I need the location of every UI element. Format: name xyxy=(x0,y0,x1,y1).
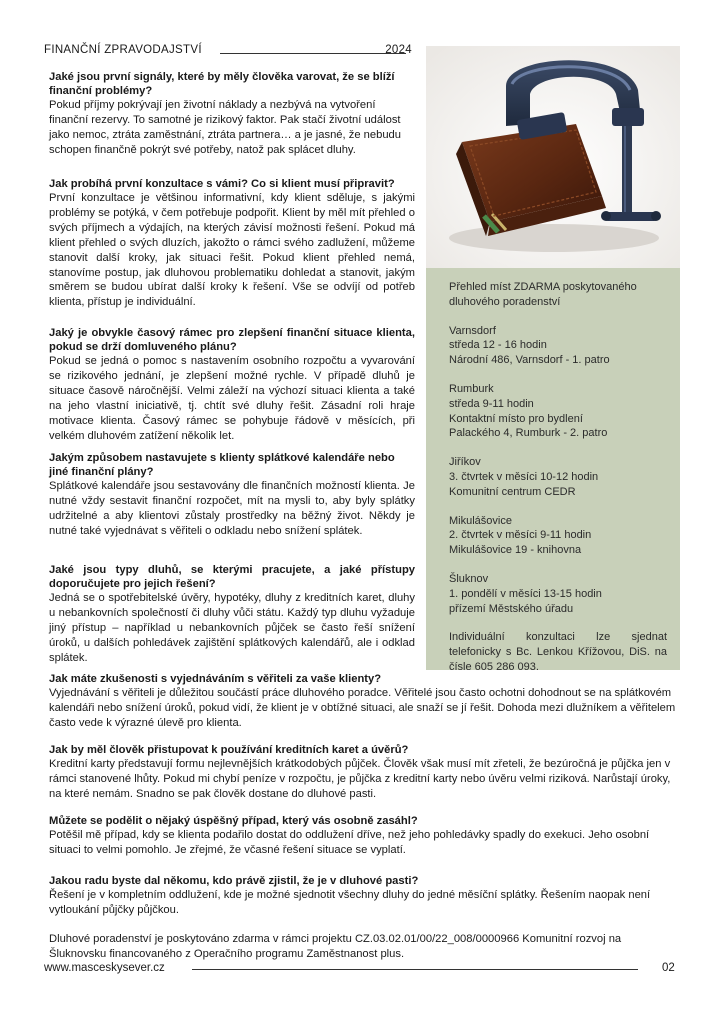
qa-block-2 xyxy=(49,177,415,310)
location-name: Varnsdorf xyxy=(449,324,496,337)
question: Můžete se podělit o nějaký úspěšný případ, který vás osobně zasáhl? xyxy=(49,815,418,827)
answer: Potěšil mě případ, kdy se klienta podařilo dostat do oddlužení dříve, než jeho pohledávky spadly do exekuci. Jeho osobní situaci to velmi pomohlo. Je zřejmé, že včasné řešení situace se vyplatí. xyxy=(49,829,650,856)
qa-block-1 xyxy=(49,70,415,158)
qa-block-8 xyxy=(49,814,681,858)
qa-block-3 xyxy=(49,326,415,443)
question: Jaké jsou typy dluhů, se kterými pracujete, a jaké přístupy doporučujete pro jejich řešení? xyxy=(49,564,415,590)
counseling-locations-panel xyxy=(426,268,680,673)
location-detail: Palackého 4, Rumburk - 2. patro xyxy=(449,427,608,440)
panel-title: Přehled míst ZDARMA poskytovaného dluhového poradenství xyxy=(449,281,637,308)
location-detail: Mikulášovice 19 - knihovna xyxy=(449,544,582,557)
answer: První konzultace je většinou informativní, kdy klient sděluje, s jakými problémy se potýká, v čem potřebuje podpořit. Klient by měl mít přehled o svých příjmech a výdajích, na kterých závisí možnosti řešení. Pokud má klient přehled o svých dluzích, jakožto o rámci svého zadlužení, můžeme stanovit další kroky, jak situaci řešit. Pokud klient přehled nemá, stanovíme postup, jak dluhovou problematiku dohledat a stanovit, jakým směrem se budou ubírat další kroky k řešení. Vše se odvíjí od potřeb klienta, přístup je individuální. xyxy=(49,192,415,309)
answer: Vyjednávání s věřiteli je důležitou součástí práce dluhového poradce. Věřitelé jsou často ochotni dohodnout se na splátkovém kalendáři nebo snížení úroků, pokud vidí, že klient je v obtížné situaci, ale snaží se jí řešit. Dohoda mezi dlužníkem a věřitelem často vede k výrazné úlevě pro klienta. xyxy=(49,687,676,729)
location-name: Rumburk xyxy=(449,382,494,395)
answer: Splátkové kalendáře jsou sestavovány dle finančních možností klienta. Je nutné vždy sestavit finanční rozpočet, mít na mysli to, aby byly splátky udržitelné a aby klientovi zůstaly prostředky na běžný život. Někdy je nutné také vyjednávat s věřiteli o odkladu nebo snížení splátek. xyxy=(49,480,415,537)
page-number: 02 xyxy=(662,962,675,974)
location-name: Mikulášovice xyxy=(449,514,512,527)
newsletter-title: FINANČNÍ ZPRAVODAJSTVÍ xyxy=(44,44,202,56)
funding-footnote xyxy=(49,932,681,962)
answer: Jedná se o spotřebitelské úvěry, hypotéky, dluhy z kreditních karet, dluhy u nebankovních společností či dluhy vůči státu. Každý typ dluhu vyžaduje jiný přístup – například u nebankovních půjček se často řeší snížení úroků, u dalších pohledávek zajištění splátkových kalendářů, ale i odklad splátek. xyxy=(49,592,415,664)
page-header xyxy=(44,44,416,62)
location-detail: 3. čtvrtek v měsíci 10-12 hodin xyxy=(449,470,599,483)
header-year: 2024 xyxy=(385,44,412,56)
question: Jakým způsobem nastavujete s klienty splátkové kalendáře nebo jiné finanční plány? xyxy=(49,452,395,478)
location-detail: Komunitní centrum CEDR xyxy=(449,485,576,498)
qa-block-5 xyxy=(49,563,415,666)
location-detail: středa 9-11 hodin xyxy=(449,397,534,410)
footnote-text: Dluhové poradenství je poskytováno zdarma v rámci projektu CZ.03.02.01/00/22_008/0000966 Komunitní rozvoj na Šluknovsku financovaného z Operačního programu Zaměstnanost plus. xyxy=(49,933,622,960)
question: Jakou radu byste dal někomu, kdo právě zjistil, že je v dluhové pasti? xyxy=(49,875,419,887)
location-detail: přízemí Městského úřadu xyxy=(449,602,574,615)
wallet-clamp-photo xyxy=(426,46,680,268)
qa-block-9 xyxy=(49,874,681,918)
location-detail: 1. pondělí v měsíci 13-15 hodin xyxy=(449,587,602,600)
answer: Pokud se jedná o pomoc s nastavením osobního rozpočtu a vyvarování se rizikového jednání, je zlepšení možné rychle. V případě dluhů je situace časově náročnější. Velmi záleží na výchozí situaci klienta a také na jeho vlastní iniciativě, tj. chtít své dluhy řešit. Zásadní roli hraje motivace klienta. Časový rámec se pohybuje řádově v měsících, při velkém dluhovém zatížení několik let. xyxy=(49,355,415,442)
answer: Pokud příjmy pokrývají jen životní náklady a nezbývá na vytvoření finanční rezervy. To samotné je rizikový faktor. Pak stačí životní událost jako nemoc, ztráta zaměstnání, ztráta partnera… a je jasné, že nebudu schopen finančně pokrýt své potřeby, natož pak splácet dluhy. xyxy=(49,99,401,156)
question: Jak máte zkušenosti s vyjednáváním s věřiteli za vaše klienty? xyxy=(49,673,382,685)
answer: Řešení je v kompletním oddlužení, kde je možné sjednotit všechny dluhy do jedné měsíční splátky. Řešením naopak není vytloukání půjčky půjčkou. xyxy=(49,889,651,916)
question: Jaké jsou první signály, které by měly člověka varovat, že se blíží finanční problémy? xyxy=(49,71,395,97)
location-detail: Kontaktní místo pro bydlení xyxy=(449,412,583,425)
answer: Kreditní karty představují formu nejlevnějších krátkodobých půjček. Člověk však musí mít zřeteli, že bezúročná je půjčka jen v rámci stanovené lhůty. Pokud mi chybí peníze v rozpočtu, je půjčka z kreditní karty nebo úvěru velmi riziková. Narůstají úroky, na které nemám. Snadno se pak člověk dostane do dluhové pasti. xyxy=(49,758,671,800)
location-detail: 2. čtvrtek v měsíci 9-11 hodin xyxy=(449,529,592,542)
question: Jaký je obvykle časový rámec pro zlepšení finanční situace klienta, pokud se drží domluveného plánu? xyxy=(49,327,415,353)
footer-divider xyxy=(192,969,638,970)
location-detail: středa 12 - 16 hodin xyxy=(449,339,547,352)
website-link[interactable]: www.masceskysever.cz xyxy=(44,962,165,974)
header-divider xyxy=(220,53,406,54)
location-name: Šluknov xyxy=(449,572,489,585)
question: Jak by měl člověk přistupovat k používání kreditních karet a úvěrů? xyxy=(49,744,409,756)
qa-block-6 xyxy=(49,672,681,731)
qa-block-4 xyxy=(49,451,415,539)
location-name: Jiříkov xyxy=(449,456,481,469)
question: Jak probíhá první konzultace s vámi? Co si klient musí připravit? xyxy=(49,178,395,190)
contact-note: Individuální konzultaci lze sjednat telefonicky s Bc. Lenkou Křížovou, DiS. na čísle 605 286 093. xyxy=(449,631,667,673)
qa-block-7 xyxy=(49,743,681,802)
location-detail: Národní 486, Varnsdorf - 1. patro xyxy=(449,354,610,367)
wallet-clamp-illustration xyxy=(426,46,680,268)
